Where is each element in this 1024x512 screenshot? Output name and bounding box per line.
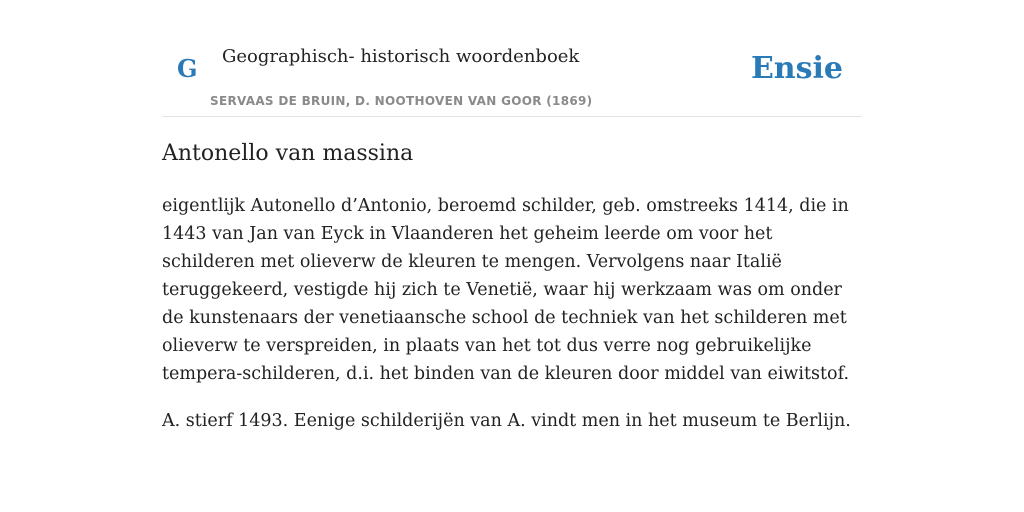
dictionary-author: SERVAAS DE BRUIN, D. NOOTHOVEN VAN GOOR (1869) bbox=[210, 94, 593, 108]
dictionary-title[interactable]: Geographisch- historisch woordenboek bbox=[222, 46, 580, 67]
dictionary-header bbox=[162, 0, 862, 117]
dictionary-logo-link[interactable]: G bbox=[177, 54, 198, 83]
entry-paragraph: eigentlijk Autonello d’Antonio, beroemd schilder, geb. omstreeks 1414, die in 1443 van Jan van Eyck in Vlaanderen het geheim leerde om voor het schilderen met olieverw de kleuren te mengen. Vervolgens naar Italië teruggekeerd, vestigde hij zich te Venetië, waar hij werkzaam was om onder de kunstenaars der venetiaansche school de techniek van het schilderen met olieverw te verspreiden, in plaats van het tot dus verre nog gebruikelijke tempera-schilderen, d.i. het binden van de kleuren door middel van eiwitstof. bbox=[162, 196, 850, 384]
entry-paragraph: A. stierf 1493. Eenige schilderijën van A. vindt men in het museum te Berlijn. bbox=[162, 411, 851, 431]
ensie-logo-link[interactable]: Ensie bbox=[750, 51, 843, 86]
entry-title: Antonello van massina bbox=[162, 141, 414, 166]
entry-content bbox=[162, 139, 868, 435]
